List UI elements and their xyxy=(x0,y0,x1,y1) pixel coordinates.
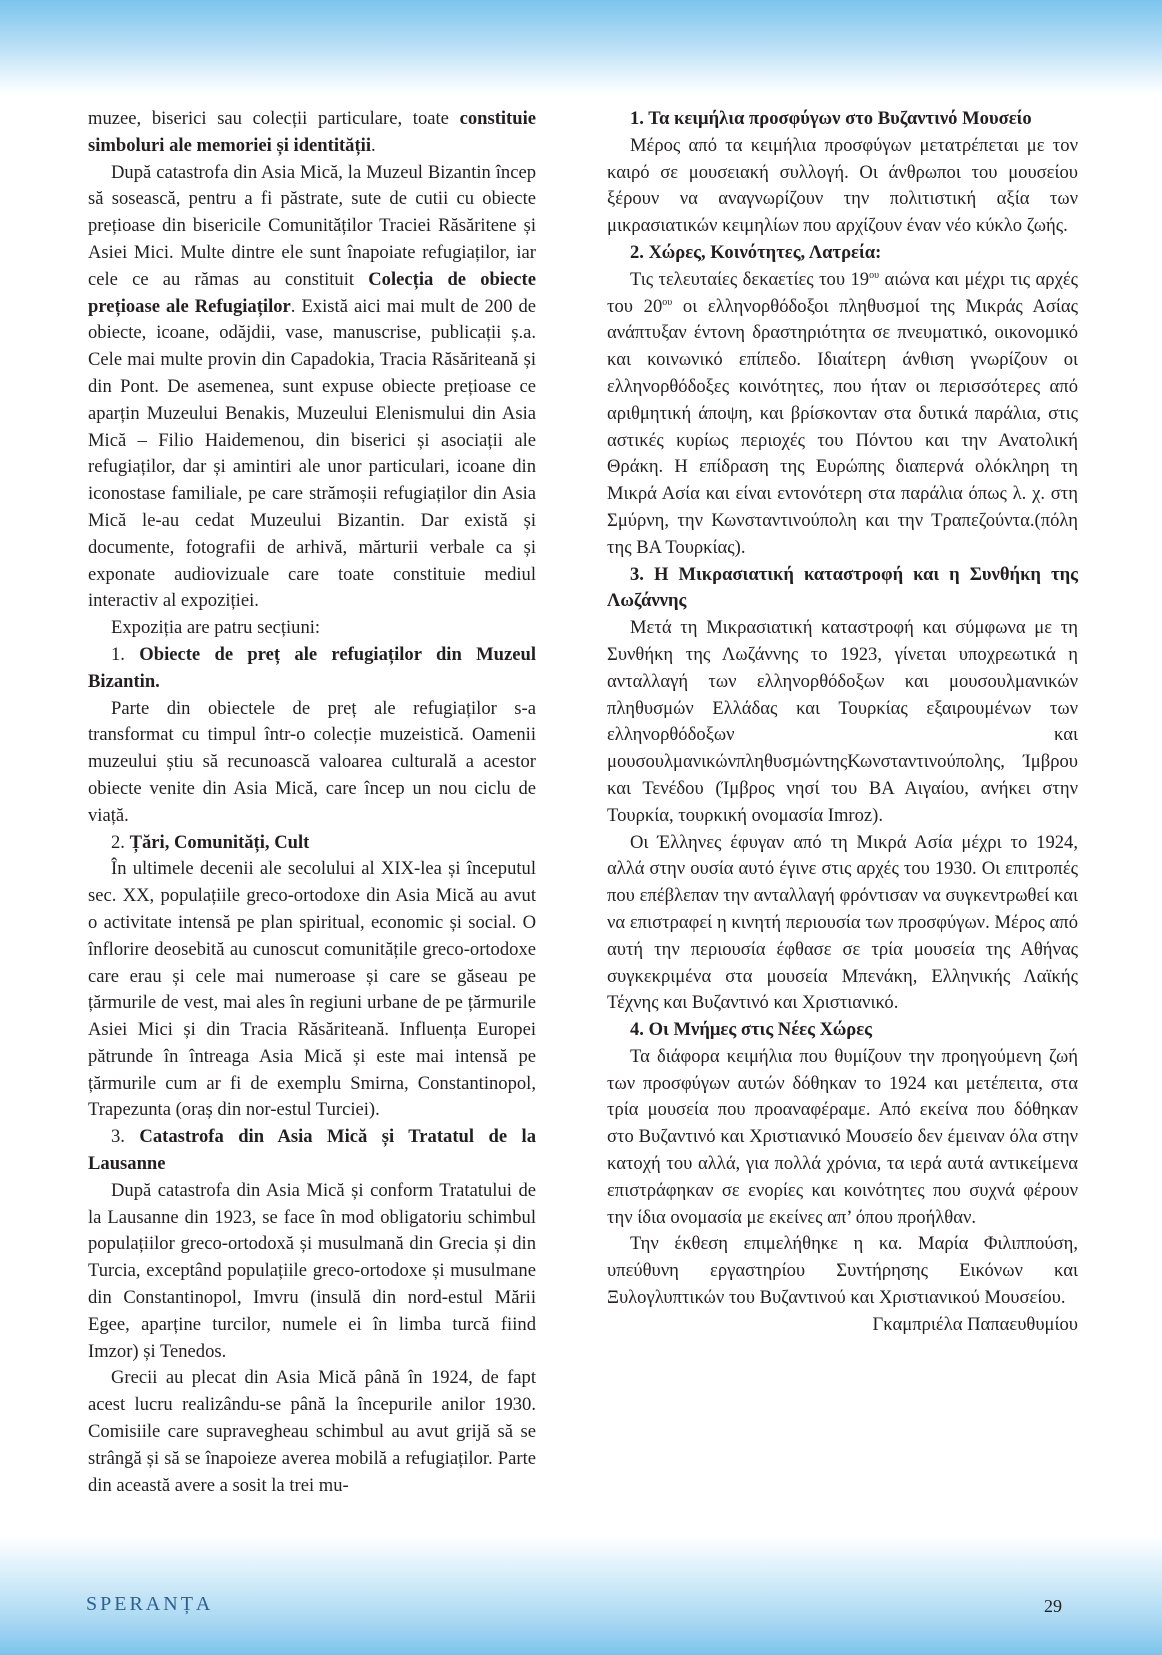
header-gradient-band xyxy=(0,0,1162,95)
author-signature: Γκαμπριέλα Παπαευθυμίου xyxy=(872,1313,1078,1335)
paragraph: După catastrofa din Asia Mică, la Muzeul Bizantin încep să sosească, pentru a fi păstrate, sute de cutii cu obiecte prețioase din bisericile Comunităților Traciei Răsăritene și Asiei Mici. Multe dintre ele sunt înapoiate refugiaților, iar cele ce au rămas au constituit Colecția de obiecte prețioase ale Refugiaților. Există aici mai mult de 200 de obiecte, icoane, odăjdii, vase, manuscrise, publicații ș.a. Cele mai multe provin din Capadokia, Tracia Răsăriteană și din Pont. De asemenea, sunt expuse obiecte prețioase ce aparțin Muzeului Benakis, Muzeului Elenismului din Asia Mică – Filio Haidemenou, din biserici și asociații ale refugiaților, dar și amintiri ale unor particulari, icoane din iconostase familiale, pe care strămoșii refugiaților din Asia Mică le-au cedat Muzeului Bizantin. Dar există și documente, fotografii de arhivă, mărturii verbale ca și exponate audiovizuale care toate constituie mediul interactiv al expoziției. xyxy=(88,161,536,612)
paragraph: Την έκθεση επιμελήθηκε η κα. Μαρία Φιλιππούση, υπεύθυνη εργαστηρίου Συντήρησης Εικόνων και Ξυλογλυπτικών του Βυζαντινού και Χριστιανικού Μουσείου. xyxy=(607,1233,1078,1309)
paragraph: Expoziția are patru secțiuni: xyxy=(111,617,321,639)
section-heading: 1. Obiecte de preț ale refugiaților din Muzeul Bizantin. xyxy=(88,643,537,692)
paragraph: muzee, biserici sau colecții particulare, toate constituie simboluri ale memoriei și identității. xyxy=(88,108,536,156)
paragraph: Parte din obiectele de preț ale refugiaților s-a transformat cu timpul într-o colecție muzeistică. Oamenii muzeului știu să recunoască valoarea culturală a acestor obiecte venite din Asia Mică, care încep un nou ciclu de viață. xyxy=(88,697,536,826)
paragraph: După catastrofa din Asia Mică și conform Tratatului de la Lausanne din 1923, se face în mod obligatoriu schimbul populațiilor greco-ortodoxă și musulmană din Grecia și din Turcia, exceptând populațiile greco-ortodoxe și musulmane din Constantinopol, Imvru (insulă din nord-estul Mării Egee, aparține turcilor, numele ei în limba turcă fiind Imzor) și Tenedos. xyxy=(88,1179,536,1362)
paragraph: Τα διάφορα κειμήλια που θυμίζουν την προηγούμενη ζωή των προσφύγων αυτών δόθηκαν το 1924 και μετέπειτα, στα τρία μουσεία που προαναφέραμε. Από εκείνα που δόθηκαν στο Βυζαντινό και Χριστιανικό Μουσείο δεν έμειναν όλα στην κατοχή του αλλά, για πολλά χρόνια, τα ιερά αυτά αντικείμενα επιστράφηκαν σε ενορίες και κοινότητες που συχνά φέρουν την ίδια ονομασία με εκείνες απ’ όπου προήλθαν. xyxy=(607,1045,1078,1228)
section-heading: 1. Τα κειμήλια προσφύγων στο Βυζαντινό Μουσείο xyxy=(630,108,1032,129)
magazine-title: SPERANȚA xyxy=(86,1593,214,1615)
paragraph: Οι Έλληνες έφυγαν από τη Μικρά Ασία μέχρι το 1924, αλλά στην ουσία αυτό έγινε στις αρχές του 1930. Οι επιτροπές που επέβλεπαν την ανταλλαγή φρόντισαν να συγκεντρωθεί και να επιστραφεί η κινητή περιουσία των προσφύγων. Μέρος από αυτή την περιουσία έφθασε σε τρία μουσεία της Αθήνας συγκεκριμένα στα μουσεία Μπενάκη, Ελληνικής Λαϊκής Τέχνης και Βυζαντινό και Χριστιανικό. xyxy=(607,831,1078,1014)
left-column xyxy=(88,106,536,1499)
section-heading: 3. Catastrofa din Asia Mică și Tratatul de la Lausanne xyxy=(88,1126,537,1175)
page-number: 29 xyxy=(1044,1596,1062,1616)
section-heading: 2. Țări, Comunități, Cult xyxy=(111,831,310,853)
paragraph: Μετά τη Μικρασιατική καταστροφή και σύμφωνα με τη Συνθήκη της Λωζάννης το 1923, γίνεται υποχρεωτικά η ανταλλαγή των ελληνορθόδοξων και μουσουλμανικών πληθυσμών Ελλάδας και Τουρκίας εξαιρουμένων των ελληνορθόδοξων και μουσουλμανικώνπληθυσμώντηςΚωνσταντινούπολης, Ίμβρου και Τενέδου (Ίμβρος νησί του ΒΑ Αιγαίου, ανήκει στην Τουρκία, τουρκική ονομασία Imroz). xyxy=(607,617,1078,826)
paragraph: Τις τελευταίες δεκαετίες του $19^{o\upsilon}$ αιώνα και μέχρι τις αρχές του $20^{o\upsilon}$ οι ελληνορθόδοξοι πληθυσμοί της Μικράς Ασίας ανάπτυξαν έντονη δραστηριότητα σε πνευματικό, οικονομικό και κοινωνικό επίπεδο. Ιδιαίτερη άνθιση γνωρίζουν οι ελληνορθόδοξες κοινότητες, που ήταν οι περισσότερες από αριθμητική άποψη, και βρίσκονταν στα δυτικά παράλια, στις αστικές κυρίως περιοχές του Πόντου και την Ανατολική Θράκη. Η επίδραση της Ευρώπης διαπερνά ολόκληρη τη Μικρά Ασία και είναι εντονότερη στα παράλια όπως λ. χ. στη Σμύρνη, την Κωνσταντινούπολη και την Τραπεζούντα.(πόλη της ΒΑ Τουρκίας). xyxy=(607,268,1079,558)
section-heading: 4. Οι Μνήμες στις Νέες Χώρες xyxy=(630,1019,873,1041)
paragraph: Grecii au plecat din Asia Mică până în 1924, de fapt acest lucru realizându-se până la începurile anilor 1930. Comisiile care supravegheau schimbul au avut grijă să se strângă și să se înapoieze averea mobilă a refugiaților. Parte din această avere a sosit la trei mu- xyxy=(88,1367,536,1496)
right-column xyxy=(607,106,1078,1339)
paragraph: În ultimele decenii ale secolului al XIX-lea și începutul sec. XX, populațiile greco-ortodoxe din Asia Mică au avut o activitate intensă pe plan spiritual, economic și social. O înflorire deosebită au cunoscut comunitățile greco-ortodoxe care erau și cele mai numeroase și care se găseau pe țărmurile de vest, mai ales în regiuni urbane de pe țărmurile Asiei Mici și din Tracia Răsăriteană. Influența Europei pătrunde în întreaga Asia Mică și este mai intensă pe țărmurile cum ar fi de exemplu Smirna, Constantinopol, Trapezunta (oraș din nor-estul Turciei). xyxy=(88,858,536,1121)
section-heading: 2. Χώρες, Κοινότητες, Λατρεία: xyxy=(630,241,882,263)
section-heading: 3. Η Μικρασιατική καταστροφή και η Συνθήκη της Λωζάννης xyxy=(607,563,1078,612)
paragraph: Μέρος από τα κειμήλια προσφύγων μετατρέπεται με τον καιρό σε μουσειακή συλλογή. Οι άνθρωποι του μουσείου ξέρουν να αναγνωρίζουν την πολιτιστική αξία των μικρασιατικών κειμηλίων που αρχίζουν έναν νέο κύκλο ζωής. xyxy=(607,134,1078,237)
